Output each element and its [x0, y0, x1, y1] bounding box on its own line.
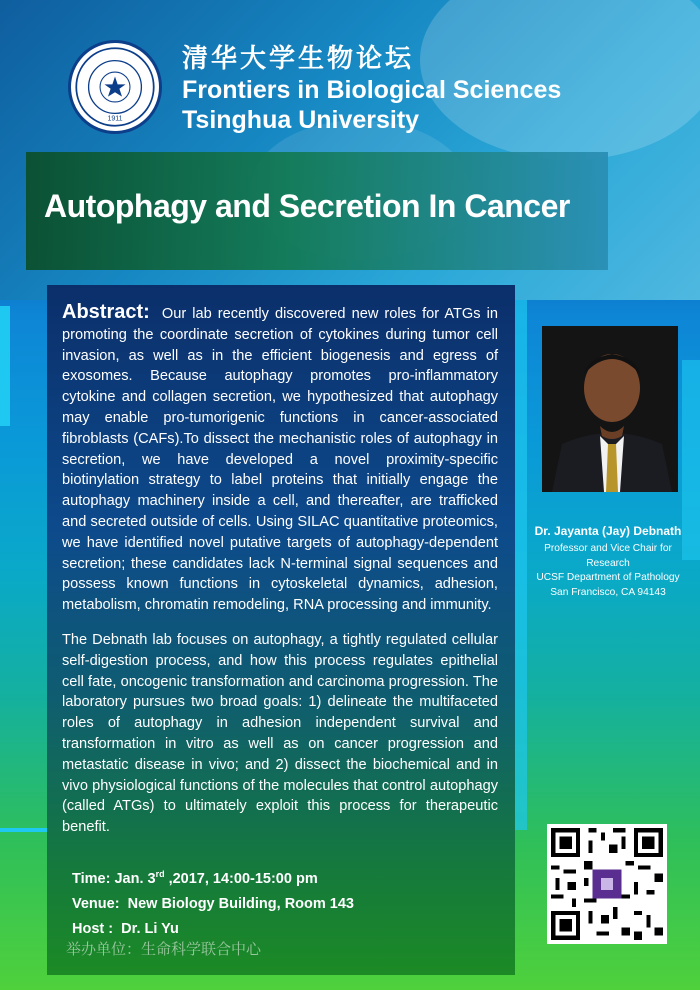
abstract-label: Abstract:: [62, 301, 150, 323]
host-label: Host :: [72, 920, 114, 937]
event-details: [72, 862, 354, 942]
qr-code-icon: [547, 824, 667, 944]
speaker-location: San Francisco, CA 94143: [550, 586, 666, 598]
speaker-name: Dr. Jayanta (Jay) Debnath: [534, 524, 682, 538]
speaker-portrait-icon: [542, 326, 678, 492]
qr-code[interactable]: [547, 824, 667, 944]
forum-title-english: Frontiers in Biological Sciences: [182, 76, 562, 104]
time-label: Time:: [72, 870, 111, 887]
university-name: Tsinghua University: [182, 106, 420, 134]
university-seal-logo: [68, 40, 162, 134]
abstract-text: Our lab recently discovered new roles for ATGs in promoting the coordinate secretion of cytokines during tumor cell invasion, as well as in the efficient biogenesis and egress of exosomes. Because autophagy promotes pro-inflammatory cytokine and collagen secretion, we hypothesized that autophagy may enable pro-tumorigenic functions in cancer-associated fibroblasts (CAFs).To dissect the mechanistic roles of autophagy in secretion, we have developed a novel proximity-specific biotinylation strategy to label proteins that initially engage the autophagy machinery inside a cell, and thereafter, are trafficked and secreted outside of cells. Using SILAC quantitative proteomics, we have identified novel putative targets of autophagy-dependent secretion; these candidates lack N-terminal signal sequences and possess known functions in cytoskeletal dynamics, adhesion, metabolism, chromatin remodeling, RNA processing and immunity.: [62, 306, 498, 614]
organizer-text: 举办单位：生命科学联合中心: [66, 941, 262, 958]
venue-row: [72, 892, 354, 917]
venue-label: Venue:: [72, 895, 120, 912]
forum-title-chinese: 清华大学生物论坛: [182, 43, 415, 73]
talk-title: Autophagy and Secretion In Cancer: [44, 188, 570, 224]
speaker-position-cont: Research: [586, 557, 630, 569]
speaker-photo: [542, 326, 678, 492]
decorative-bar: [0, 306, 10, 426]
speaker-department: UCSF Department of Pathology: [536, 572, 680, 583]
speaker-title: [516, 542, 700, 600]
time-value: Jan. 3rd ,2017, 14:00-15:00 pm: [114, 869, 318, 887]
svg-text:1911: 1911: [107, 115, 123, 123]
host-value: Dr. Li Yu: [121, 920, 179, 937]
time-row: [72, 862, 354, 892]
venue-value: New Biology Building, Room 143: [127, 895, 354, 912]
abstract-paragraph: [62, 302, 498, 616]
lab-description: The Debnath lab focuses on autophagy, a tightly regulated cellular self-digestion process, and how this process regulates epithelial cell fate, oncogenic transformation and carcinoma progression. The laboratory pursues two broad goals: 1) delineate the multifaceted roles of autophagy in adhesion independent survival and transformation in vitro as well as on cancer progression and metastatic disease in vivo; and 2) dissect the biochemical and in vivo physiological functions of the molecules that control autophagy (called ATGs) to ultimately exploit this process for therapeutic benefit.: [62, 632, 498, 836]
seal-icon: [71, 43, 159, 131]
speaker-position: Professor and Vice Chair for: [544, 543, 672, 554]
